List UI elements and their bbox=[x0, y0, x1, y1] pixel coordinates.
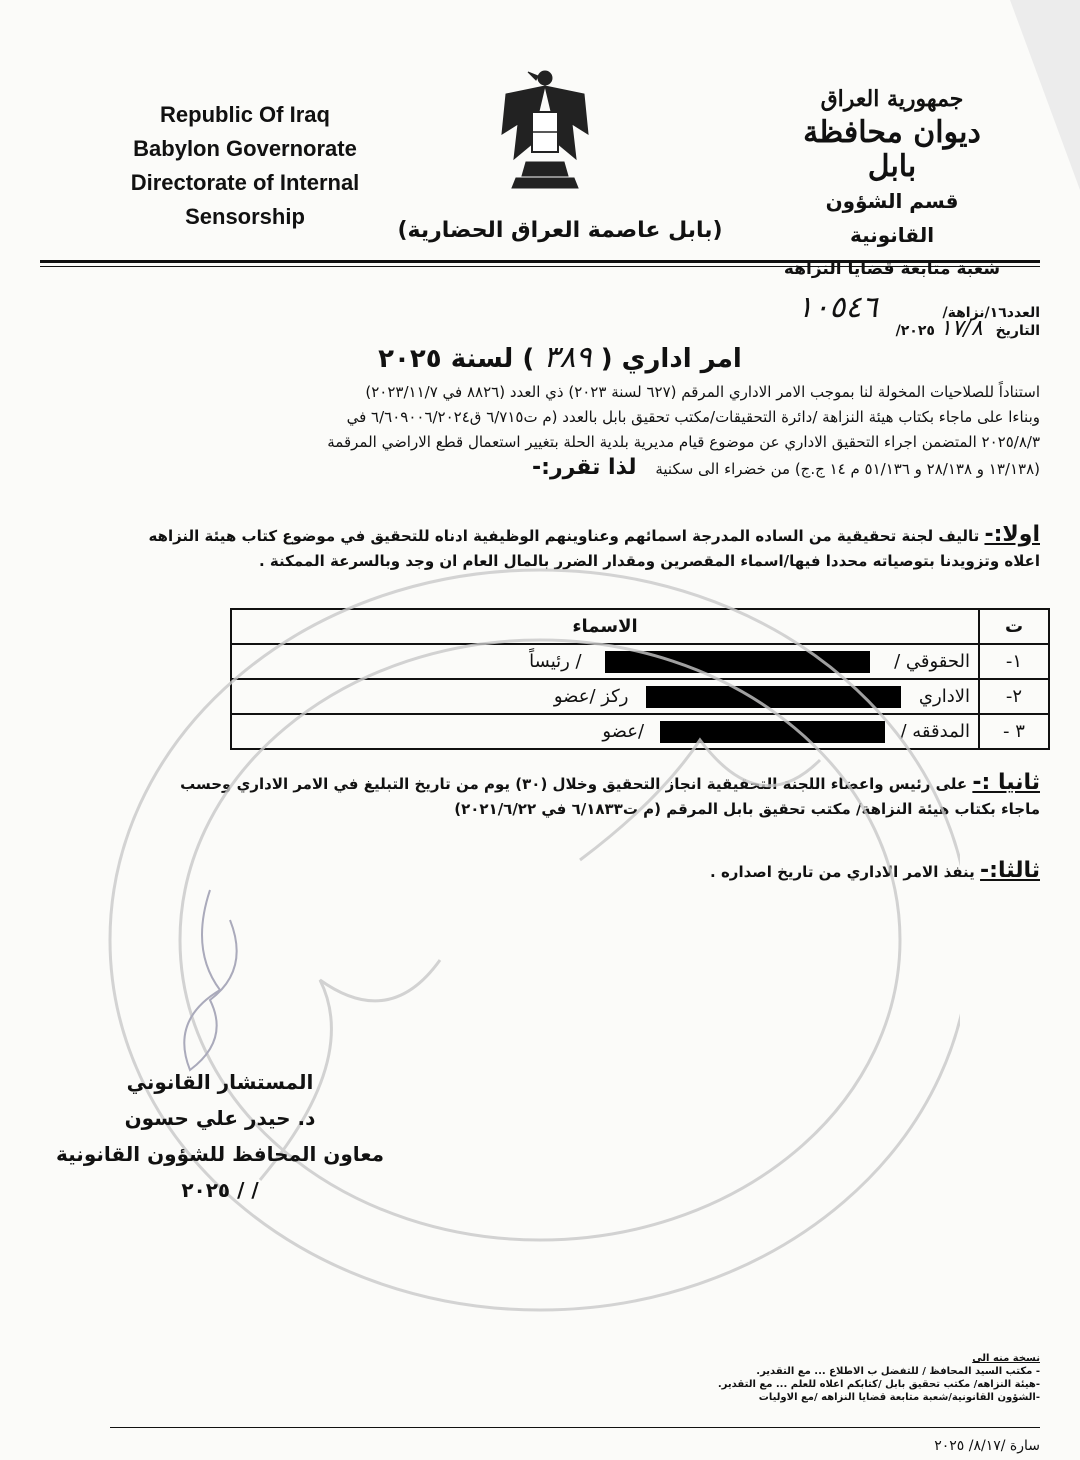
second-label: ثانيا :- bbox=[972, 770, 1040, 795]
third-label: ثالثا:- bbox=[980, 858, 1040, 883]
row-num: ١- bbox=[979, 644, 1049, 679]
header-divider-thin bbox=[40, 266, 1040, 267]
list-item: - مكتب السيد المحافظ / للتفضل ب الاطلاع ... مع التقدير. bbox=[756, 1366, 1040, 1377]
signature-title: المستشار القانوني bbox=[126, 1070, 314, 1094]
first-text: تاليف لجنة تحقيقية من الساده المدرجة اسمائهم وعناوينهم الوظيفية ادناه للتحقيق في موضوع كتاب هيئة النزاهه bbox=[148, 527, 980, 545]
redaction-bar bbox=[660, 721, 885, 743]
en-line-1: Republic Of Iraq bbox=[160, 102, 330, 127]
header-divider bbox=[40, 260, 1040, 263]
arabic-letterhead bbox=[782, 82, 1002, 286]
copies-list bbox=[680, 1352, 1040, 1404]
reference-date bbox=[896, 316, 1040, 341]
redaction-bar bbox=[605, 651, 870, 673]
intro-line-4-wrap bbox=[60, 455, 1040, 482]
intro-line-1: استناداً للصلاحيات المخولة لنا بموجب الامر الاداري المرقم (٦٢٧ لسنة ٢٠٢٣) ذي العدد (٨٨٢٦ في ٢٠٢٣/١١/٧) bbox=[365, 383, 1040, 401]
date-handwritten: ١٧/٨ bbox=[939, 316, 983, 341]
signature-name: د. حيدر علي حسون bbox=[124, 1106, 316, 1130]
table-header-row bbox=[231, 609, 1049, 644]
intro-paragraph bbox=[60, 380, 1040, 482]
table-row bbox=[231, 714, 1049, 749]
row-names bbox=[231, 644, 979, 679]
table-row bbox=[231, 644, 1049, 679]
en-line-2: Babylon Governorate bbox=[133, 136, 357, 161]
table-row bbox=[231, 679, 1049, 714]
header-num: ت bbox=[979, 609, 1049, 644]
second-text-2: ماجاء بكتاب هيئة النزاهة/ مكتب تحقيق بابل المرقم (م ت٦/١٨٣٣ في ٢٠٢١/٦/٢٢) bbox=[454, 800, 1040, 818]
ar-line-1: جمهورية العراق bbox=[820, 86, 964, 112]
footer-code: سارة /٨/١٧/ ٢٠٢٥ bbox=[934, 1438, 1040, 1454]
date-label: التاريخ bbox=[995, 323, 1040, 339]
list-item: -هيئة النزاهه/ مكتب تحقيق بابل /كتابكم اعلاه للعلم ... مع التقدير. bbox=[717, 1379, 1040, 1390]
signature-role: معاون المحافظ للشؤون القانونية bbox=[56, 1142, 384, 1166]
clause-first bbox=[60, 522, 1040, 574]
row-title: الحقوقي / bbox=[894, 650, 970, 672]
ar-line-4: شعبة متابعة قضايا النزاهه bbox=[783, 259, 1001, 279]
order-suffix: ) لسنة ٢٠٢٥ bbox=[378, 344, 535, 374]
redaction-bar bbox=[646, 686, 901, 708]
order-number: ٣٨٩ bbox=[543, 340, 592, 375]
decision-label: لذا تقرر:- bbox=[532, 455, 637, 480]
row-role: / رئيساً bbox=[529, 650, 582, 672]
en-line-3: Directorate of Internal bbox=[130, 170, 360, 195]
header-names: الاسماء bbox=[231, 609, 979, 644]
row-num: ٣ - bbox=[979, 714, 1049, 749]
row-names bbox=[231, 714, 979, 749]
page-fold bbox=[1010, 0, 1080, 190]
row-role: ركز /عضو bbox=[553, 685, 629, 707]
intro-line-3: ٢٠٢٥/٨/٣ المتضمن اجراء التحقيق الاداري عن موضوع قيام مديرية بلدية الحلة بتغيير استعمال قطع الاراضي المرقمة bbox=[327, 433, 1040, 451]
row-title: المدققه / bbox=[900, 720, 970, 742]
third-text: ينفذ الامر الاداري من تاريخ اصداره . bbox=[710, 863, 975, 881]
eagle-emblem-icon bbox=[498, 64, 592, 196]
english-letterhead bbox=[110, 98, 380, 234]
list-item: -الشؤون القانونية/شعبة متابعة قضايا النزاهه /مع الاوليات bbox=[758, 1392, 1040, 1403]
order-prefix: امر اداري ( bbox=[600, 344, 742, 374]
date-year: ٢٠٢٥/ bbox=[895, 323, 935, 339]
row-names bbox=[231, 679, 979, 714]
number-handwritten: ١٠٥٤٦ bbox=[797, 290, 878, 325]
intro-line-2: وبناءا على ماجاء بكتاب هيئة النزاهة /دائرة التحقيقات/مكتب تحقيق بابل بالعدد (م ت٦/٧١٥ ق٦/٦٠٩٠٠٦/٢٠٢٤ في bbox=[346, 408, 1040, 426]
row-title: الاداري bbox=[918, 685, 970, 707]
signature-date: / / ٢٠٢٥ bbox=[181, 1178, 259, 1202]
signature-block bbox=[55, 1064, 385, 1208]
row-role: /عضو bbox=[602, 720, 645, 742]
number-label: العدد١٦/نزاهة/ bbox=[942, 305, 1040, 321]
order-title bbox=[320, 340, 800, 375]
city-motto: (بابل عاصمة العراق الحضارية) bbox=[397, 218, 723, 243]
en-line-4: Sensorship bbox=[185, 204, 305, 229]
clause-third bbox=[60, 858, 1040, 885]
intro-line-4: (١٣/١٣٨ و ٢٨/١٣٨ و ٥١/١٣٦ م ١٤ ج.ج) من خضراء الى سكنية bbox=[655, 460, 1040, 478]
copies-heading: نسخة منه الى bbox=[972, 1353, 1040, 1364]
first-text-2: اعلاه وتزويدنا بتوصياته محددا فيها/اسماء المقصرين ومقدار الضرر بالمال العام ان وجد وبالسرعة الممكنة . bbox=[259, 552, 1040, 570]
second-text: على رئيس واعضاء اللجنة التحقيقية انجاز التحقيق وخلال (٣٠) يوم من تاريخ التبليغ في الامر الاداري وحسب bbox=[180, 775, 968, 793]
clause-second bbox=[60, 770, 1040, 822]
ar-line-2: ديوان محافظة بابل bbox=[803, 115, 981, 184]
first-label: اولا:- bbox=[984, 522, 1040, 547]
signature-scribble-icon bbox=[150, 880, 270, 1090]
row-num: ٢- bbox=[979, 679, 1049, 714]
committee-table bbox=[230, 608, 1050, 750]
ar-line-3: قسم الشؤون القانونية bbox=[825, 189, 959, 247]
footer-divider bbox=[110, 1427, 1040, 1428]
